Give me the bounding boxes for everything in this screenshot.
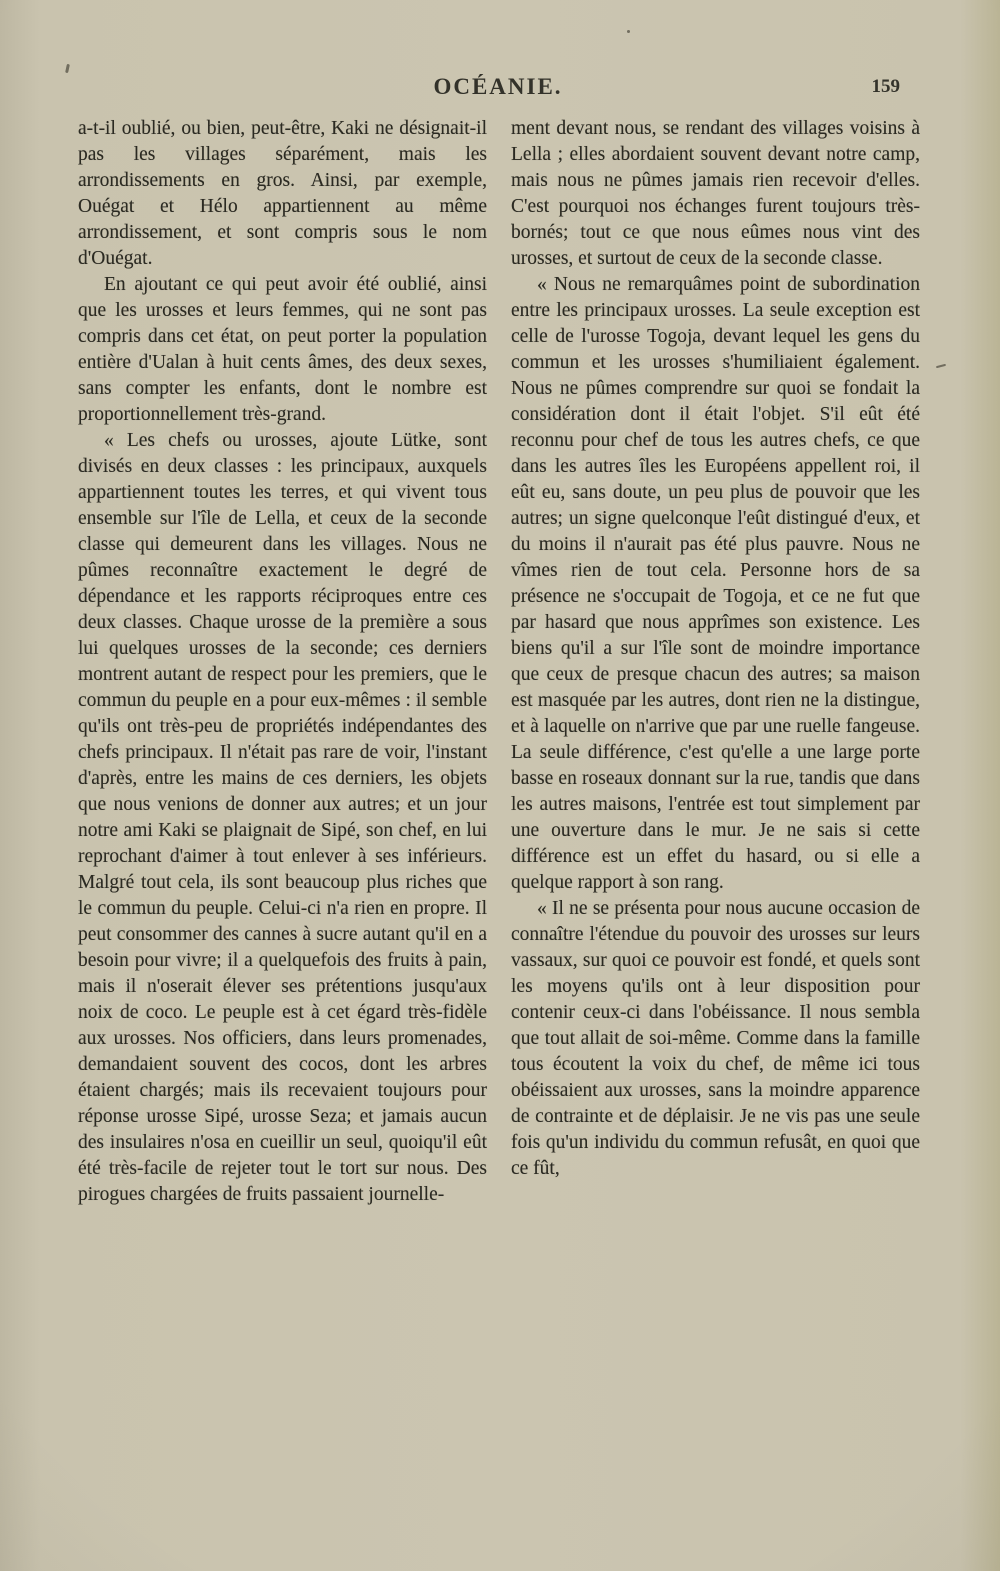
scan-speck (627, 30, 630, 33)
paragraph-quote: « Nous ne remarquâmes point de subordination entre les principaux urosses. La seule exception est celle de l'urosse Togoja, devant lequel les gens du commun et les urosses s'humiliaient également. Nous ne pûmes comprendre sur quoi se fondait la considération dont il était l'objet. S'il eût été reconnu pour chef de tous les autres chefs, ce que dans les autres îles les Européens appellent roi, il eût eu, sans doute, un peu plus de pouvoir que les autres; un signe quelconque l'eût distingué d'eux, et du moins il n'aurait pas été plus pauvre. Nous ne vîmes rien de tout cela. Personne hors de sa présence ne s'occupait de Togoja, et ce ne fut que par hasard que nous apprîmes son existence. Les biens qu'il a sur l'île sont de moindre importance que ceux de presque chacun des autres; sa maison est masquée par les autres, dont rien ne la distingue, et à laquelle on n'arrive que par une ruelle fangeuse. La seule différence, c'est qu'elle a une large porte basse en roseaux donnant sur la rue, tandis que dans les autres maisons, l'entrée est tout simplement par une ouverture dans le mur. Je ne sais si cette différence est un effet du hasard, ou si elle a quelque rapport à son rang. (511, 274, 920, 893)
paragraph-continuation: a-t-il oublié, ou bien, peut-être, Kaki ne désignait-il pas les villages séparément, mais les arrondissements en gros. Ainsi, par exemple, Ouégat et Hélo appartiennent au même arrondissement, et sont compris sous le nom d'Ouégat. (78, 118, 487, 269)
right-column (511, 116, 920, 1208)
paragraph: En ajoutant ce qui peut avoir été oublié, ainsi que les urosses et leurs femmes, qui ne sont pas compris dans cet état, on peut porter la population entière d'Ualan à huit cents âmes, des deux sexes, sans compter les enfants, dont le nombre est proportionnellement très-grand. (78, 274, 487, 425)
page-number: 159 (871, 76, 900, 97)
left-column (78, 116, 487, 1208)
text-columns (78, 116, 920, 1208)
page-header (78, 74, 918, 104)
paragraph-continuation: ment devant nous, se rendant des villages voisins à Lella ; elles abordaient souvent devant notre camp, mais nous ne pûmes jamais rien recevoir d'elles. C'est pourquoi nos échanges furent toujours très-bornés; tout ce que nous eûmes nous vint des urosses, et surtout de ceux de la seconde classe. (511, 118, 920, 269)
running-title: OCÉANIE. (433, 74, 563, 99)
scan-speck (65, 64, 70, 73)
paragraph-quote: « Il ne se présenta pour nous aucune occasion de connaître l'étendue du pouvoir des urosses sur leurs vassaux, sur quoi ce pouvoir est fondé, et quels sont les moyens qu'ils ont à leur disposition pour contenir ceux-ci dans l'obéissance. Il nous sembla que tout allait de soi-même. Comme dans la famille tous écoutent la voix du chef, de même ici tous obéissaient aux urosses, sans la moindre apparence de contrainte et de déplaisir. Je ne vis pas une seule fois qu'un individu du commun refusât, en quoi que ce fût, (511, 898, 920, 1179)
paragraph-quote: « Les chefs ou urosses, ajoute Lütke, sont divisés en deux classes : les principaux, auxquels appartiennent toutes les terres, et qui vivent tous ensemble sur l'île de Lella, et ceux de la seconde classe qui demeurent dans les villages. Nous ne pûmes reconnaître exactement le degré de dépendance et les rapports réciproques entre ces deux classes. Chaque urosse de la première a sous lui quelques urosses de la seconde; ces derniers montrent autant de respect pour les premiers, que le commun du peuple en a pour eux-mêmes : il semble qu'ils ont très-peu de propriétés indépendantes des chefs principaux. Il n'était pas rare de voir, l'instant d'après, entre les mains de ces derniers, les objets que nous venions de donner aux autres; et un jour notre ami Kaki se plaignait de Sipé, son chef, en lui reprochant d'aimer à tout enlever à ses inférieurs. Malgré tout cela, ils sont beaucoup plus riches que le commun du peuple. Celui-ci n'a rien en propre. Il peut consommer des cannes à sucre autant qu'il en a besoin pour vivre; il a quelquefois des fruits à pain, mais il n'oserait élever ses prétentions jusqu'aux noix de coco. Le peuple est à cet égard très-fidèle aux urosses. Nos officiers, dans leurs promenades, demandaient souvent des cocos, dont les arbres étaient chargés; mais ils recevaient toujours pour réponse urosse Sipé, urosse Seza; et jamais aucun des insulaires n'osa en cueillir un seul, quoiqu'il eût été très-facile de rejeter tout le tort sur nous. Des pirogues chargées de fruits passaient journelle- (78, 430, 487, 1205)
scan-speck (936, 364, 946, 368)
